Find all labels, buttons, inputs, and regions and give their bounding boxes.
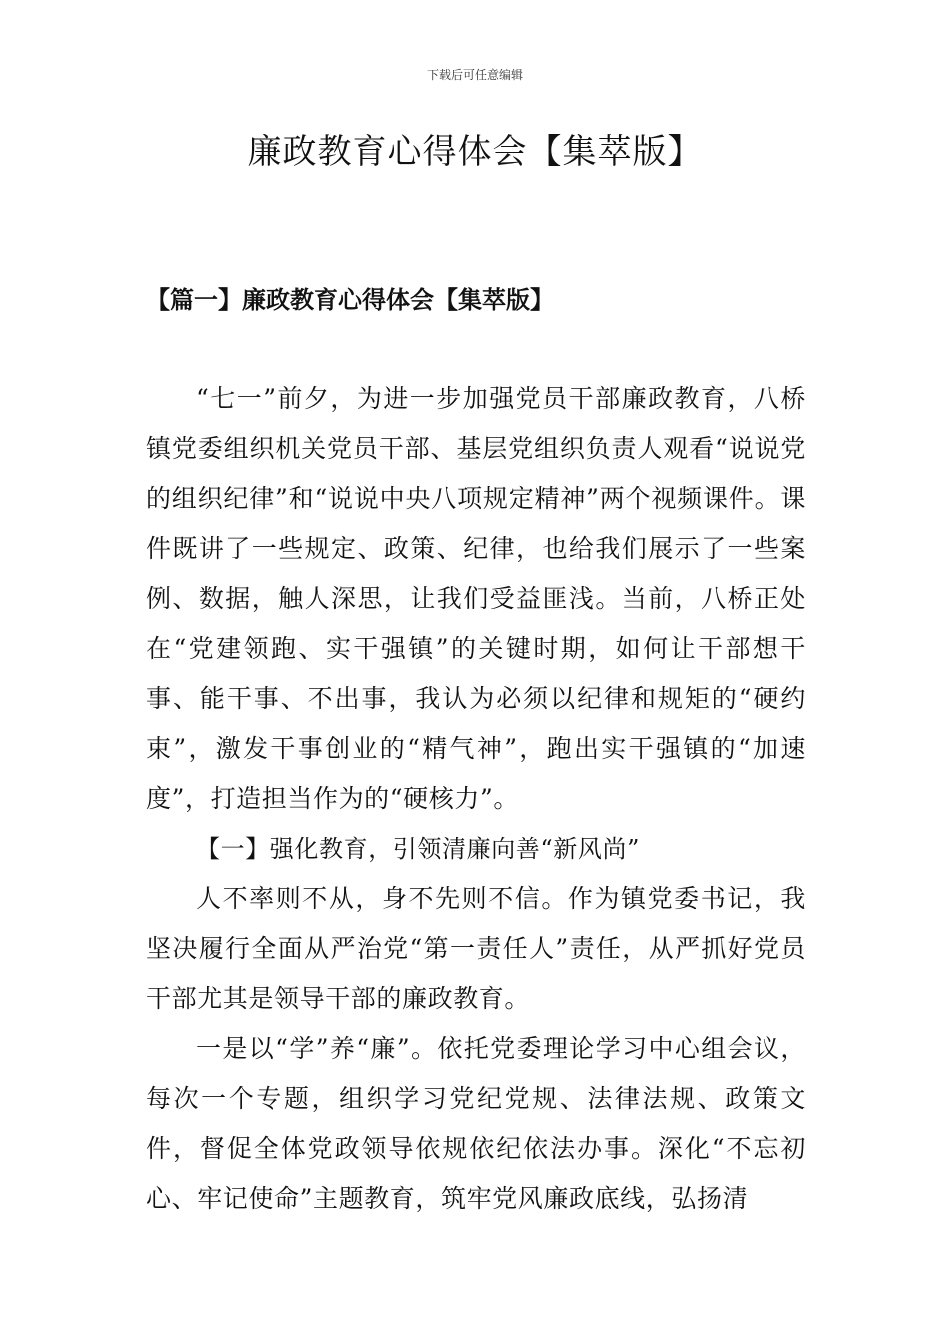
paragraph-2: 人不率则不从，身不先则不信。作为镇党委书记，我坚决履行全面从严治党“第一责任人”责任，从严抓好党员干部尤其是领导干部的廉政教育。	[146, 884, 806, 1013]
document-body	[146, 374, 806, 1224]
paragraph-intro: “七一”前夕，为进一步加强党员干部廉政教育，八桥镇党委组织机关党员干部、基层党组织负责人观看“说说党的组织纪律”和“说说中央八项规定精神”两个视频课件。课件既讲了一些规定、政策、纪律，也给我们展示了一些案例、数据，触人深思，让我们受益匪浅。当前，八桥正处在“党建领跑、实干强镇”的关键时期，如何让干部想干事、能干事、不出事，我认为必须以纪律和规矩的“硬约束”，激发干事创业的“精气神”，跑出实干强镇的“加速度”，打造担当作为的“硬核力”。	[146, 384, 806, 813]
document-title: 廉政教育心得体会【集萃版】	[247, 132, 703, 172]
section-title: 【篇一】廉政教育心得体会【集萃版】	[146, 285, 554, 314]
sub-heading-1: 【一】强化教育，引领清廉向善“新风尚”	[196, 835, 640, 863]
header-note: 下载后可任意编辑	[426, 68, 523, 82]
paragraph-3: 一是以“学”养“廉”。依托党委理论学习中心组会议，每次一个专题，组织学习党纪党规、法律法规、政策文件，督促全体党政领导依规依纪依法办事。深化“不忘初心、牢记使命”主题教育，筑牢党风廉政底线，弘扬清	[146, 1034, 806, 1213]
